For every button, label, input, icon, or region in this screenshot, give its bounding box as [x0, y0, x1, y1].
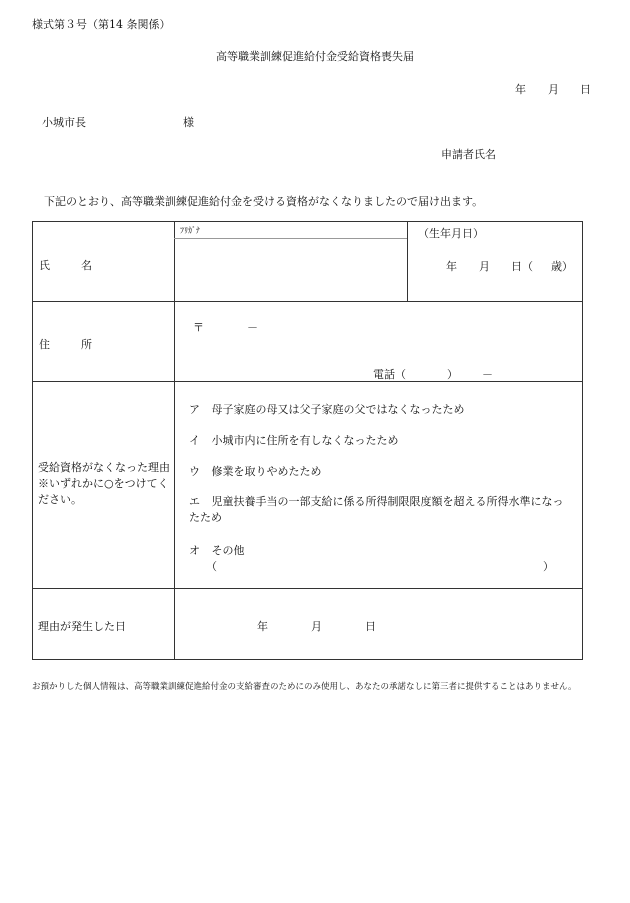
address-label-2: 所	[81, 338, 92, 351]
postal-dash: －	[247, 321, 258, 334]
reason-item-a-text: 母子家庭の母又は父子家庭の父ではなくなったため	[211, 403, 465, 416]
reason-item-e-key: エ	[189, 495, 200, 508]
applicant-name-label: 申請者氏名	[441, 148, 496, 161]
furigana-label: ﾌﾘｶﾞﾅ	[180, 226, 200, 235]
phone-close-paren: ）	[447, 368, 458, 381]
reason-item-a[interactable]	[189, 401, 465, 417]
date-day-label: 日	[580, 83, 591, 96]
reason-item-i-text: 小城市内に住所を有しなくなったため	[211, 434, 399, 447]
occurrence-year-label: 年	[257, 620, 268, 633]
reason-item-o[interactable]	[189, 542, 245, 558]
birth-month-label: 月	[479, 260, 490, 273]
reason-item-a-key: ア	[189, 403, 200, 416]
column-divider	[174, 222, 175, 659]
name-label-2: 名	[81, 259, 92, 272]
reason-item-u-key: ウ	[189, 465, 200, 478]
reason-item-i[interactable]	[189, 432, 399, 448]
address-label-1: 住	[39, 338, 50, 351]
reason-item-e-text: 児童扶養手当の一部支給に係る所得制限限度額を超える所得水準になったため	[189, 495, 564, 524]
birth-date-label: （生年月日）	[418, 227, 484, 240]
addressee-name: 小城市長	[42, 116, 86, 129]
row-divider	[33, 301, 582, 302]
addressee-honorific: 様	[183, 116, 194, 129]
postal-mark: 〒	[193, 321, 204, 334]
date-month-label: 月	[548, 83, 559, 96]
address-field[interactable]	[180, 335, 580, 359]
birth-column-divider	[407, 222, 408, 301]
occurrence-day-label: 日	[365, 620, 376, 633]
occurrence-month-label: 月	[311, 620, 322, 633]
phone-dash: －	[482, 368, 493, 381]
privacy-footnote: お預かりした個人情報は、高等職業訓練促進給付金の支給審査のためにのみ使用し、あなたの承諾なしに第三者に提供することはありません。	[32, 682, 577, 692]
reason-label: 受給資格がなくなった理由 ※いずれかに○をつけてください。	[38, 461, 170, 506]
date-year-label: 年	[515, 83, 526, 96]
other-close-paren: ）	[543, 560, 554, 573]
reason-item-o-key: オ	[189, 544, 200, 557]
reason-item-e[interactable]	[189, 494, 569, 526]
name-field[interactable]	[180, 241, 404, 298]
reason-item-o-text: その他	[211, 544, 245, 557]
other-reason-field[interactable]	[221, 558, 541, 572]
birth-year-label: 年	[446, 260, 457, 273]
other-open-paren: （	[206, 560, 217, 573]
row-divider	[33, 381, 582, 382]
reason-item-u[interactable]	[189, 463, 322, 479]
reason-item-u-text: 修業を取りやめたため	[211, 465, 322, 478]
occurrence-date-label: 理由が発生した日	[38, 620, 126, 633]
form-table	[32, 221, 583, 660]
row-divider	[33, 588, 582, 589]
intro-text: 下記のとおり、高等職業訓練促進給付金を受ける資格がなくなりましたので届け出ます。	[44, 195, 484, 208]
birth-day-label: 日（	[511, 260, 533, 273]
form-number: 様式第３号（第14 条関係）	[32, 18, 171, 31]
age-label: 歳）	[551, 260, 573, 273]
phone-label: 電話（	[373, 368, 406, 381]
document-title: 高等職業訓練促進給付金受給資格喪失届	[216, 50, 414, 63]
furigana-divider	[174, 238, 407, 239]
name-label-1: 氏	[39, 259, 50, 272]
reason-item-i-key: イ	[189, 434, 200, 447]
